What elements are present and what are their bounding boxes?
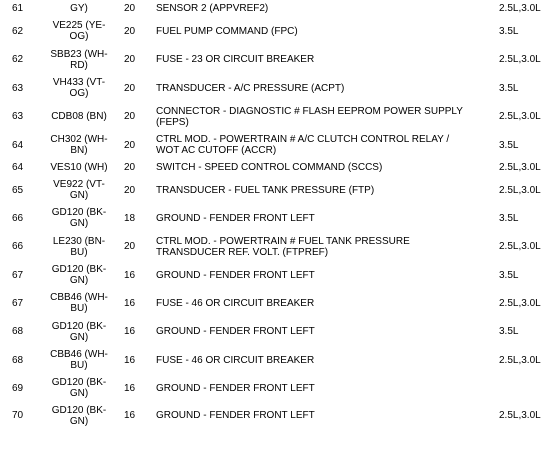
option-cell: 2.5L,3.0L: [499, 184, 541, 196]
circuit-cell-line: LE230 (BN-: [52, 235, 106, 247]
circuit-cell: [38, 45, 120, 74]
circuit-cell-line: BU): [70, 360, 88, 371]
circuit-function-cell-line: FUSE - 46 OR CIRCUIT BREAKER: [156, 354, 315, 366]
circuit-function-cell-line: SWITCH - SPEED CONTROL COMMAND (SCCS): [156, 162, 383, 173]
circuit-cell-line: GN): [69, 415, 89, 427]
table-row: [0, 74, 557, 102]
option-cell: 3.5L: [499, 269, 519, 281]
pin-number-cell: 64: [12, 139, 24, 151]
circuit-cell-line: VH433 (VT-: [52, 77, 106, 88]
option-cell: 3.5L: [499, 212, 519, 224]
circuit-cell: [38, 102, 120, 131]
table-row: [0, 102, 557, 131]
circuit-cell: [38, 131, 120, 159]
circuit-cell-line: BU): [70, 303, 88, 314]
gauge-cell: 20: [124, 139, 136, 151]
table-row: [0, 232, 557, 261]
gauge-cell: 20: [124, 54, 136, 65]
circuit-cell-line: GD120 (BK-: [51, 404, 107, 416]
gauge-cell: 20: [124, 111, 136, 122]
circuit-cell-line: OG): [69, 88, 89, 99]
circuit-cell-line: VE225 (YE-: [52, 20, 106, 31]
circuit-cell: [38, 204, 120, 232]
circuit-cell: [38, 74, 120, 102]
circuit-cell-line: CBB46 (WH-: [50, 349, 108, 360]
circuit-function-cell: [156, 45, 498, 74]
circuit-cell-line: VE922 (VT-: [53, 179, 105, 190]
option-cell: 2.5L,3.0L: [499, 410, 541, 421]
circuit-function-cell: [156, 204, 498, 232]
circuit-function-cell-line: FUSE - 23 OR CIRCUIT BREAKER: [156, 54, 315, 65]
circuit-cell-line: GN): [69, 218, 89, 229]
table-row: [0, 159, 557, 176]
circuit-function-cell-line: GROUND - FENDER FRONT LEFT: [156, 382, 315, 394]
pin-number-cell: 62: [12, 54, 24, 65]
circuit-cell-line: GD120 (BK-: [51, 320, 107, 332]
circuit-function-cell: [156, 131, 498, 159]
table-row: [0, 346, 557, 374]
circuit-cell-line: GD120 (BK-: [51, 264, 107, 275]
circuit-cell-line: BU): [70, 246, 88, 258]
circuit-cell-line: CDB08 (BN): [51, 111, 107, 122]
pin-number-cell: 68: [12, 354, 24, 366]
circuit-function-cell: [156, 159, 498, 176]
circuit-function-cell-line: GROUND - FENDER FRONT LEFT: [156, 410, 315, 421]
circuit-cell: [38, 0, 120, 17]
circuit-cell-line: GN): [69, 190, 89, 201]
gauge-cell: 20: [124, 82, 136, 94]
circuit-cell-line: BN): [70, 145, 88, 156]
option-cell: 2.5L,3.0L: [499, 354, 541, 366]
gauge-cell: 16: [124, 269, 136, 281]
pin-number-cell: 66: [12, 241, 24, 252]
gauge-cell: 16: [124, 382, 136, 394]
circuit-cell: [38, 232, 120, 261]
circuit-cell: [38, 346, 120, 374]
option-cell: 3.5L: [499, 139, 519, 151]
table-row: [0, 402, 557, 429]
circuit-function-cell-line: (FEPS): [156, 116, 189, 128]
gauge-cell: 16: [124, 410, 136, 421]
circuit-function-cell: [156, 289, 498, 317]
circuit-function-cell: [156, 176, 498, 204]
circuit-function-cell-line: TRANSDUCER - A/C PRESSURE (ACPT): [156, 82, 345, 94]
option-cell: 3.5L: [499, 25, 519, 37]
circuit-cell: [38, 317, 120, 346]
option-cell: 2.5L,3.0L: [499, 54, 541, 65]
gauge-cell: 20: [124, 162, 136, 173]
circuit-function-cell: [156, 317, 498, 346]
circuit-cell-line: VES10 (WH): [50, 162, 108, 173]
table-row: [0, 317, 557, 346]
circuit-function-cell: [156, 402, 498, 429]
pin-number-cell: 64: [12, 162, 24, 173]
gauge-cell: 16: [124, 354, 136, 366]
option-cell: 3.5L: [499, 82, 519, 94]
pin-number-cell: 70: [12, 410, 24, 421]
circuit-cell-line: OG): [69, 31, 89, 42]
pin-number-cell: 63: [12, 82, 24, 94]
circuit-function-cell-line: GROUND - FENDER FRONT LEFT: [156, 269, 315, 281]
option-cell: 2.5L,3.0L: [499, 297, 541, 309]
pin-number-cell: 65: [12, 184, 24, 196]
circuit-cell-line: GD120 (BK-: [51, 207, 107, 218]
circuit-function-cell: [156, 232, 498, 261]
circuit-cell-line: GN): [69, 388, 89, 399]
circuit-cell: [38, 176, 120, 204]
gauge-cell: 16: [124, 297, 136, 309]
circuit-cell: [38, 17, 120, 45]
table-row: [0, 176, 557, 204]
circuit-function-cell-line: CONNECTOR - DIAGNOSTIC # FLASH EEPROM POWER SUPPLY: [156, 105, 463, 117]
gauge-cell: 18: [124, 212, 136, 224]
circuit-function-cell-line: WOT AC CUTOFF (ACCR): [156, 145, 277, 156]
option-cell: 3.5L: [499, 326, 519, 337]
circuit-function-cell: [156, 374, 498, 402]
pin-number-cell: 63: [12, 111, 24, 122]
circuit-cell-line: CBB46 (WH-: [50, 292, 108, 303]
circuit-function-cell-line: FUEL PUMP COMMAND (FPC): [156, 25, 298, 37]
gauge-cell: 20: [124, 25, 136, 37]
pin-number-cell: 69: [12, 382, 24, 394]
circuit-cell-line: GY): [70, 3, 88, 14]
circuit-function-cell: [156, 346, 498, 374]
option-cell: 2.5L,3.0L: [499, 111, 541, 122]
gauge-cell: 20: [124, 241, 136, 252]
circuit-cell: [38, 289, 120, 317]
circuit-function-cell: [156, 0, 498, 17]
circuit-cell: [38, 402, 120, 429]
table-row: [0, 0, 557, 17]
pin-number-cell: 66: [12, 212, 24, 224]
circuit-function-cell-line: TRANSDUCER REF. VOLT. (FTPREF): [156, 246, 329, 258]
pin-number-cell: 68: [12, 326, 24, 337]
circuit-cell-line: SBB23 (WH-: [50, 48, 108, 60]
pin-number-cell: 61: [12, 3, 24, 14]
option-cell: 2.5L,3.0L: [499, 162, 541, 173]
table-row: [0, 261, 557, 289]
circuit-function-cell-line: FUSE - 46 OR CIRCUIT BREAKER: [156, 297, 315, 309]
circuit-cell-line: RD): [70, 59, 88, 71]
circuit-function-cell: [156, 17, 498, 45]
pin-number-cell: 62: [12, 25, 24, 37]
gauge-cell: 16: [124, 326, 136, 337]
table-row: [0, 289, 557, 317]
circuit-cell: [38, 159, 120, 176]
circuit-function-cell-line: GROUND - FENDER FRONT LEFT: [156, 326, 315, 337]
table-row: [0, 17, 557, 45]
circuit-function-cell-line: TRANSDUCER - FUEL TANK PRESSURE (FTP): [156, 184, 375, 196]
pin-number-cell: 67: [12, 297, 24, 309]
circuit-function-cell: [156, 261, 498, 289]
table-row: [0, 204, 557, 232]
circuit-cell-line: GD120 (BK-: [51, 377, 107, 388]
table-row: [0, 374, 557, 402]
circuit-function-cell-line: SENSOR 2 (APPVREF2): [156, 3, 269, 14]
circuit-cell-line: CH302 (WH-: [50, 134, 108, 145]
circuit-function-cell: [156, 74, 498, 102]
table-row: [0, 131, 557, 159]
option-cell: [498, 374, 557, 402]
table-row: [0, 45, 557, 74]
circuit-cell-line: GN): [69, 275, 89, 286]
option-cell: 2.5L,3.0L: [499, 241, 541, 252]
circuit-cell: [38, 374, 120, 402]
circuit-function-cell-line: CTRL MOD. - POWERTRAIN # A/C CLUTCH CONTROL RELAY /: [156, 134, 450, 145]
circuit-function-cell: [156, 102, 498, 131]
pin-number-cell: 67: [12, 269, 24, 281]
circuit-cell-line: GN): [69, 331, 89, 343]
circuit-cell: [38, 261, 120, 289]
circuit-function-cell-line: GROUND - FENDER FRONT LEFT: [156, 212, 315, 224]
gauge-cell: 20: [124, 3, 136, 14]
gauge-cell: 20: [124, 184, 136, 196]
circuit-function-cell-line: CTRL MOD. - POWERTRAIN # FUEL TANK PRESSURE: [156, 235, 410, 247]
option-cell: 2.5L,3.0L: [499, 3, 541, 14]
